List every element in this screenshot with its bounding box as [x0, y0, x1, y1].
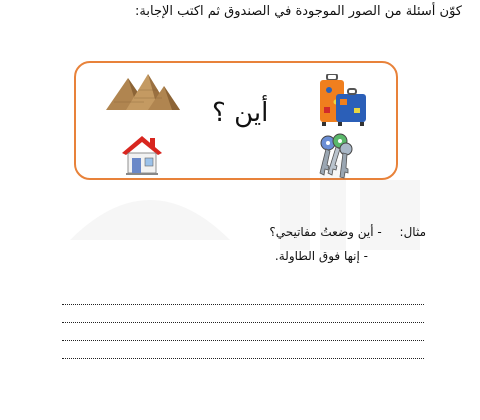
example-label: مثال:	[399, 225, 426, 239]
luggage-icon	[318, 74, 368, 128]
example-block	[126, 220, 426, 268]
example-question-row	[126, 220, 426, 244]
answer-line[interactable]	[62, 340, 424, 341]
answer-line[interactable]	[62, 358, 424, 359]
house-icon	[120, 133, 164, 175]
pyramids-icon	[104, 72, 182, 112]
example-answer: - إنها فوق الطاولة.	[274, 249, 368, 263]
answer-line[interactable]	[62, 322, 424, 323]
question-word: أين ؟	[212, 98, 269, 128]
example-question: - أين وضعتُ مفاتيحي؟	[269, 225, 382, 239]
answer-line[interactable]	[62, 304, 424, 305]
instruction-text: كوّن أسئلة من الصور الموجودة في الصندوق ثم اكتب الإجابة:	[135, 4, 462, 19]
keys-icon	[314, 133, 354, 179]
